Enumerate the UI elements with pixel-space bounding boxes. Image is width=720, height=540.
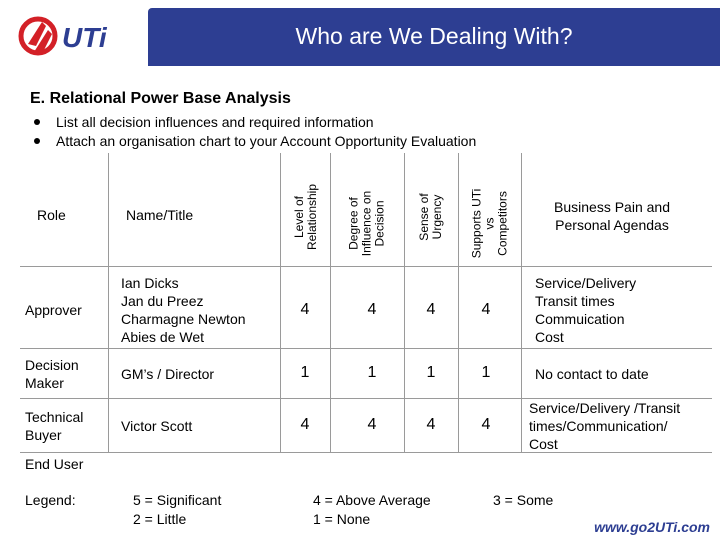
row-approver-sense: 4 xyxy=(426,301,436,318)
bullet-item: Attach an organisation chart to your Account Opportunity Evaluation xyxy=(32,132,476,151)
legend-item: 2 = Little xyxy=(133,511,187,527)
uti-logo xyxy=(18,10,138,62)
logo-text: UTi xyxy=(62,22,107,53)
row-technical-buyer-pain: Service/Delivery /Transit times/Communication/ Cost xyxy=(529,400,681,452)
row-technical-buyer-supports: 4 xyxy=(481,416,491,433)
legend-item: 1 = None xyxy=(313,511,371,527)
grid-line-vertical xyxy=(521,153,522,453)
legend-item: 4 = Above Average xyxy=(313,492,431,508)
row-technical-buyer-degree: 4 xyxy=(367,416,377,433)
row-technical-buyer-level: 4 xyxy=(300,416,310,433)
grid-line-vertical xyxy=(108,153,109,453)
page-title: Who are We Dealing With? xyxy=(295,23,573,49)
bullet-item: List all decision influences and required information xyxy=(32,113,476,132)
row-technical-buyer-names: Victor Scott xyxy=(121,418,193,434)
row-decision-maker-level: 1 xyxy=(300,364,310,381)
legend-label: Legend: xyxy=(25,492,76,508)
grid-line-vertical xyxy=(330,153,331,453)
grid-line-vertical xyxy=(280,153,281,453)
row-approver-pain: Service/Delivery Transit times Commuication Cost xyxy=(535,275,637,345)
grid-line-vertical xyxy=(458,153,459,453)
header-business-pain: Business Pain and Personal Agendas xyxy=(554,199,670,233)
header-level-of-relationship: Level of Relationship xyxy=(292,183,319,251)
row-decision-maker-degree: 1 xyxy=(367,364,377,381)
row-technical-buyer-sense: 4 xyxy=(426,416,436,433)
row-technical-buyer-role: Technical Buyer xyxy=(25,409,84,443)
row-approver-degree: 4 xyxy=(367,301,377,318)
section-title: E. Relational Power Base Analysis xyxy=(30,90,291,107)
grid-line-vertical xyxy=(404,153,405,453)
row-approver-role: Approver xyxy=(25,302,82,318)
row-decision-maker-pain: No contact to date xyxy=(535,366,649,382)
legend-item: 3 = Some xyxy=(493,492,554,508)
header-degree-of-influence: Degree of Influence on Decision xyxy=(346,190,387,257)
row-decision-maker-role: Decision Maker xyxy=(25,357,79,391)
row-approver-level: 4 xyxy=(300,301,310,318)
row-approver-supports: 4 xyxy=(481,301,491,318)
header-name-title: Name/Title xyxy=(126,207,194,223)
row-decision-maker-sense: 1 xyxy=(426,364,436,381)
row-decision-maker-supports: 1 xyxy=(481,364,491,381)
bullet-list xyxy=(32,113,476,151)
footer-url[interactable]: www.go2UTi.com xyxy=(594,519,710,535)
legend-item: 5 = Significant xyxy=(133,492,222,508)
row-end-user-role: End User xyxy=(25,456,84,472)
header-sense-of-urgency: Sense of Urgency xyxy=(417,193,444,241)
row-approver-names: Ian Dicks Jan du Preez Charmagne Newton Abies de Wet xyxy=(121,275,246,345)
header-supports-uti: Supports UTi vs Competitors xyxy=(469,188,510,259)
grid-line-horizontal xyxy=(20,348,712,349)
header-role: Role xyxy=(37,207,66,223)
title-bar xyxy=(148,8,720,66)
row-decision-maker-names: GM’s / Director xyxy=(121,366,215,382)
